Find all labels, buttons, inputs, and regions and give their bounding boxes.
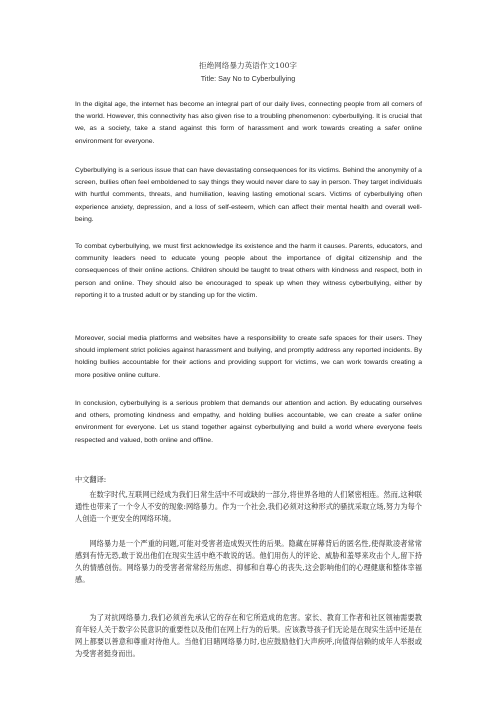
english-paragraph: In conclusion, cyberbullying is a serious problem that demands our attention and action. By educating ourselves and others, promoting kindness and empathy, and holding bullies accountable, we can create a safer online environment for everyone. Let us stand together against cyberbullying and build a world where everyone feels respected and valued, both online and offline. [75, 400, 422, 444]
document-subtitle: Title: Say No to Cyberbullying [200, 74, 296, 83]
chinese-paragraph: 为了对抗网络暴力,我们必须首先承认它的存在和它所造成的危害。家长、教育工作者和社区领袖需要教育年轻人关于数字公民意识的重要性以及他们在网上行为的后果。应该教导孩子们无论是在现实生活中还是在网上都要以善意和尊重对待他人。当他们目睹网络暴力时,也应鼓励他们大声疾呼,向值得信赖的成年人举报或为受害者挺身而出。 [75, 613, 422, 659]
translation-label: 中文翻译: [75, 475, 107, 484]
english-paragraph: In the digital age, the internet has become an integral part of our daily lives, connecting people from all corners of the world. However, this connectivity has also given rise to a troubling phenomenon: cyberbullying. It is crucial that we, as a society, take a stand against this form of harassment and work towards creating a safer online environment for everyone. [75, 101, 422, 145]
english-paragraph: To combat cyberbullying, we must first acknowledge its existence and the harm it causes. Parents, educators, and community leaders need to educate young people about the importance of digital citizenship and the consequences of their online actions. Children should be taught to treat others with kindness and respect, both in person and online. They should also be encouraged to speak up when they witness cyberbullying, either by reporting it to a trusted adult or by standing up for the victim. [75, 243, 422, 299]
chinese-paragraph: 在数字时代,互联网已经成为我们日常生活中不可或缺的一部分,将世界各地的人们紧密相连。然而,这种联通性也带来了一个令人不安的现象:网络暴力。作为一个社会,我们必须对这种形式的骚扰采取立场,努力为每个人创造一个更安全的网络环境。 [75, 490, 422, 524]
english-paragraph: Cyberbullying is a serious issue that can have devastating consequences for its victims. Behind the anonymity of a screen, bullies often feel emboldened to say things they would never dare to say in person. They target individuals with hurtful comments, threats, and humiliation, leaving lasting emotional scars. Victims of cyberbullying often experience anxiety, depression, and a loss of self-esteem, which can affect their mental health and overall well-being. [75, 167, 422, 223]
english-paragraph: Moreover, social media platforms and websites have a responsibility to create safe spaces for their users. They should implement strict policies against harassment and bullying, and promptly address any reported incidents. By holding bullies accountable for their actions and providing support for victims, we can work towards creating a more positive online culture. [75, 335, 422, 379]
document-title: 拒绝网络暴力英语作文100字 [198, 61, 298, 70]
chinese-paragraph: 网络暴力是一个严重的问题,可能对受害者造成毁灭性的后果。隐藏在屏幕背后的匿名性,使得欺凌者常常感到有恃无恐,敢于说出他们在现实生活中绝不敢说的话。他们用伤人的评论、威胁和羞辱来攻击个人,留下持久的情感创伤。网络暴力的受害者常常经历焦虑、抑郁和自尊心的丧失,这会影响他们的心理健康和整体幸福感。 [75, 539, 422, 585]
